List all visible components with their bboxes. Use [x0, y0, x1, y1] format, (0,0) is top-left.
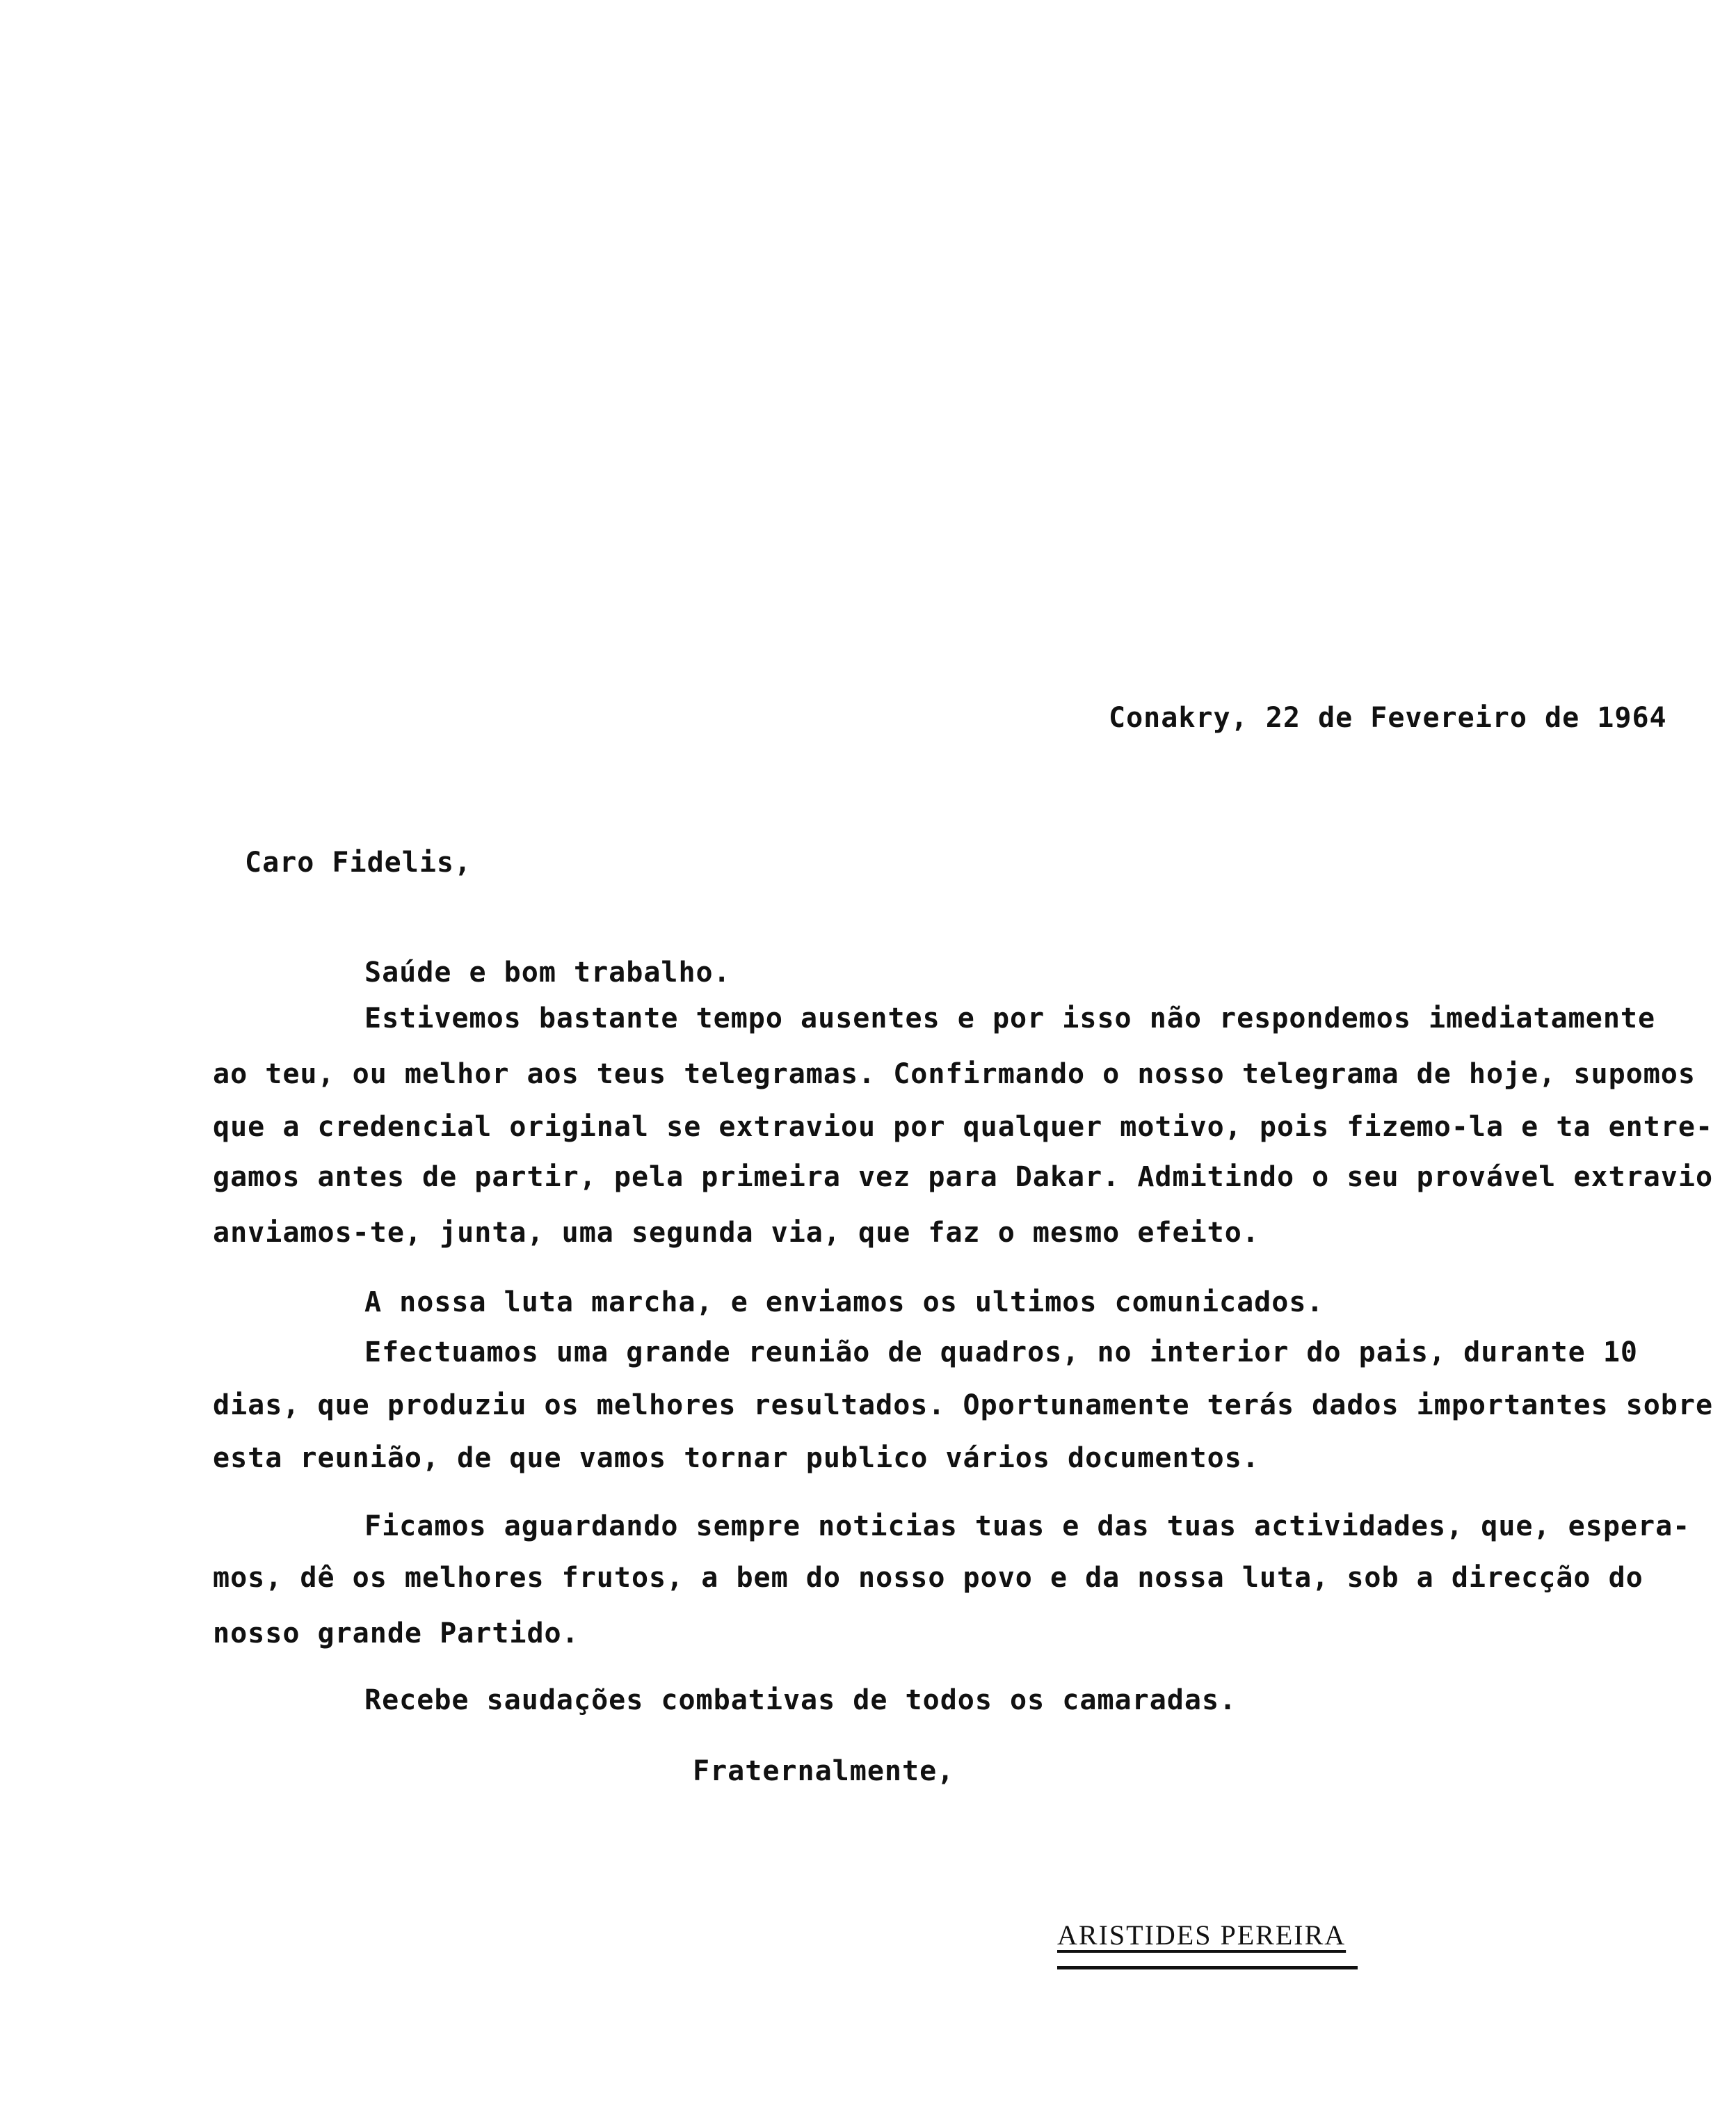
paragraph-line: que a credencial original se extraviou por qualquer motivo, pois fizemo-la e ta entre- [213, 1111, 1714, 1143]
greeting: Saúde e bom trabalho. [364, 957, 731, 989]
signature-underline [1057, 1966, 1358, 1969]
paragraph-line: Ficamos aguardando sempre noticias tuas e das tuas actividades, que, espera- [364, 1510, 1691, 1542]
closing: Fraternalmente, [693, 1755, 955, 1787]
paragraph-line: ao teu, ou melhor aos teus telegramas. Confirmando o nosso telegrama de hoje, supomos [213, 1058, 1696, 1090]
paragraph-line: Recebe saudações combativas de todos os camaradas. [364, 1684, 1237, 1716]
dateline: Conakry, 22 de Fevereiro de 1964 [1109, 702, 1667, 734]
paragraph-line: gamos antes de partir, pela primeira vez para Dakar. Admitindo o seu provável extravio [213, 1161, 1714, 1193]
paragraph-line: A nossa luta marcha, e enviamos os ultimos comunicados. [364, 1286, 1324, 1318]
paragraph-line: esta reunião, de que vamos tornar publico vários documentos. [213, 1442, 1260, 1474]
paragraph-line: mos, dê os melhores frutos, a bem do nosso povo e da nossa luta, sob a direcção do [213, 1562, 1643, 1594]
paragraph-line: nosso grande Partido. [213, 1617, 579, 1649]
paragraph-line: Efectuamos uma grande reunião de quadros, no interior do pais, durante 10 [364, 1336, 1638, 1368]
signature-name: ARISTIDES PEREIRA [1057, 1919, 1347, 1951]
paragraph-line: Estivemos bastante tempo ausentes e por isso não respondemos imediatamente [364, 1002, 1656, 1034]
salutation: Caro Fidelis, [245, 847, 472, 879]
paragraph-line: anviamos-te, junta, uma segunda via, que faz o mesmo efeito. [213, 1217, 1260, 1249]
paragraph-line: dias, que produziu os melhores resultados. Oportunamente terás dados importantes sobre [213, 1389, 1714, 1421]
